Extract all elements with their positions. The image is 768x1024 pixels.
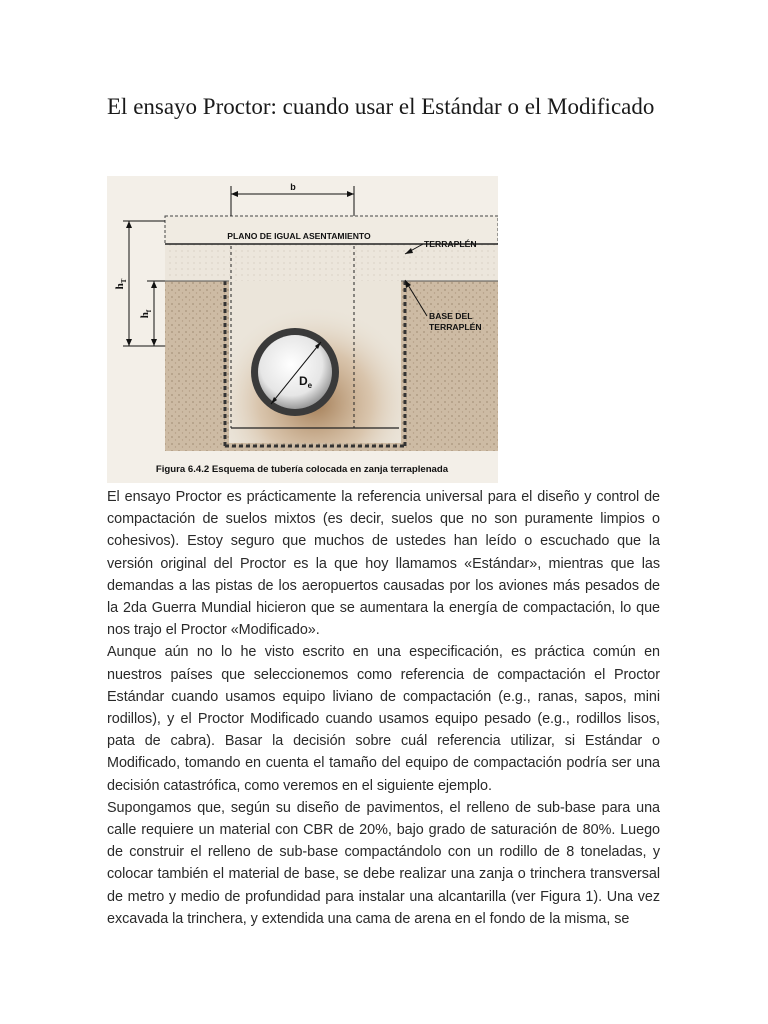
dim-b-arrow-right <box>347 191 354 197</box>
paragraph-3: Supongamos que, según su diseño de pavimentos, el relleno de sub-base para una calle requiere un material con CBR de 20%, bajo grado de saturación de 80%. Luego de construir el relleno de sub-base compactándolo con un rodillo de 8 toneladas, y colocar también el material de base, se debe realizar una zanja o trinchera transversal de metro y medio de profundidad para instalar una alcantarilla (ver Figura 1). Una vez excavada la trinchera, y extendida una cama de arena en el fondo de la misma, se <box>107 799 660 927</box>
dim-b-arrow-left <box>231 191 238 197</box>
label-base-line1: BASE DEL <box>429 311 473 321</box>
article-body <box>107 486 660 930</box>
paragraph-2: Aunque aún no lo he visto escrito en una especificación, es práctica común en nuestros países que seleccionemos como referencia de compactación el Proctor Estándar cuando usamos equipo liviano de compactación (e.g., ranas, sapos, mini rodillos), y el Proctor Modificado cuando usamos equipo pesado (e.g., rodillos lisos, pata de cabra). Basar la decisión sobre cuál referencia utilizar, si Estándar o Modificado, tomando en cuenta el tamaño del equipo de compactación podría ser una decisión catastrófica, como veremos en el siguiente ejemplo. <box>107 644 660 794</box>
dim-hf-arrow-top <box>151 281 157 288</box>
label-base-line2: TERRAPLÉN <box>429 322 482 332</box>
label-de: $D_e$ <box>299 374 313 390</box>
trench-diagram <box>107 176 498 483</box>
dim-ht-arrow-bottom <box>126 339 132 346</box>
pipe-inner <box>258 335 332 409</box>
paragraph-1: El ensayo Proctor es prácticamente la referencia universal para el diseño y control de compactación de suelos mixtos (es decir, suelos que no son puramente limpios o cohesivos). Estoy seguro que muchos de ustedes han leído o escuchado que la versión original del Proctor es la que hoy llamamos «Estándar», mientras que las demandas a las pistas de los aeropuertos causadas por los aviones más pesados de la 2da Guerra Mundial hicieron que se aumentara la energía de compactación, lo que nos trajo el Proctor «Modificado». <box>107 489 660 639</box>
label-terraplen: TERRAPLÉN <box>424 239 477 249</box>
label-b: b <box>290 182 296 192</box>
figure-caption: Figura 6.4.2 Esquema de tubería colocada en zanja terraplenada <box>155 464 449 475</box>
label-ht: $h_T$ <box>114 278 128 290</box>
label-hf: $h_f$ <box>139 309 153 319</box>
page-title: El ensayo Proctor: cuando usar el Estándar o el Modificado <box>107 94 655 119</box>
trench-pipe-figure <box>107 176 498 483</box>
dim-hf-arrow-bottom <box>151 339 157 346</box>
dim-ht-arrow-top <box>126 221 132 228</box>
label-plano: PLANO DE IGUAL ASENTAMIENTO <box>227 231 371 241</box>
